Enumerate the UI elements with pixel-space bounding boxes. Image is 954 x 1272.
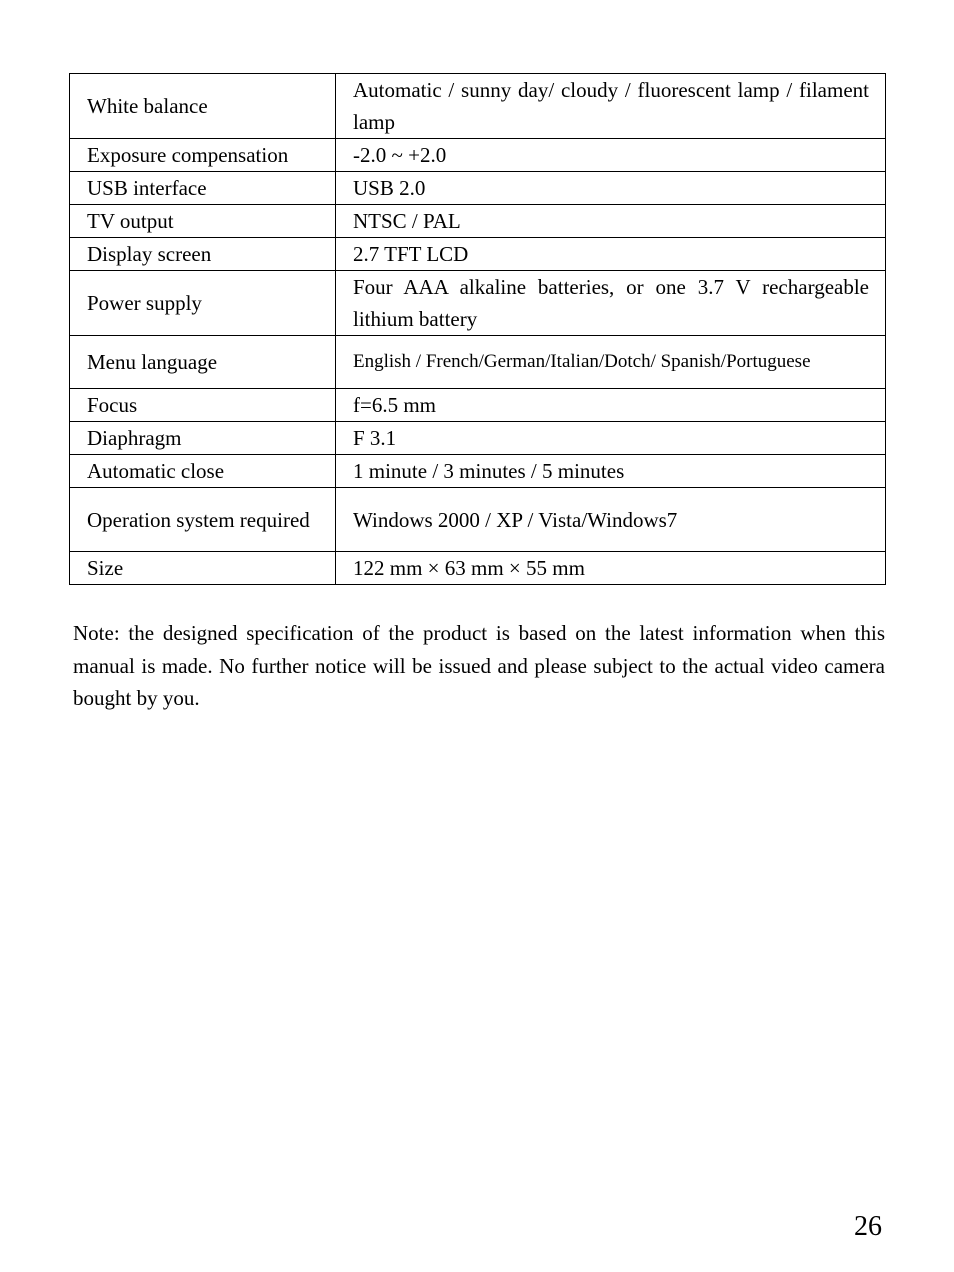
- table-row: [70, 336, 886, 389]
- spec-label: White balance: [70, 74, 336, 139]
- table-row: [70, 552, 886, 585]
- spec-label: Menu language: [70, 336, 336, 389]
- table-row: [70, 389, 886, 422]
- table-row: [70, 271, 886, 336]
- spec-label: TV output: [70, 205, 336, 238]
- table-row: [70, 238, 886, 271]
- spec-value: Automatic / sunny day/ cloudy / fluorescent lamp / filament lamp: [336, 74, 886, 139]
- table-row: [70, 172, 886, 205]
- spec-label: Size: [70, 552, 336, 585]
- table-row: [70, 139, 886, 172]
- spec-value: f=6.5 mm: [336, 389, 886, 422]
- spec-label: Focus: [70, 389, 336, 422]
- spec-label: Exposure compensation: [70, 139, 336, 172]
- specification-table: [69, 73, 886, 585]
- page-number: 26: [854, 1211, 882, 1242]
- table-row: [70, 488, 886, 552]
- table-row: [70, 422, 886, 455]
- spec-value: Windows 2000 / XP / Vista/Windows7: [336, 488, 886, 552]
- spec-value: F 3.1: [336, 422, 886, 455]
- spec-value: English / French/German/Italian/Dotch/ Spanish/Portuguese: [336, 336, 886, 389]
- spec-label: Operation system required: [70, 488, 336, 552]
- specification-note: Note: the designed specification of the product is based on the latest information when this manual is made. No further notice will be issued and please subject to the actual video camera bought by you.: [73, 621, 885, 710]
- spec-label: Power supply: [70, 271, 336, 336]
- spec-value: 122 mm × 63 mm × 55 mm: [336, 552, 886, 585]
- spec-value: Four AAA alkaline batteries, or one 3.7 V rechargeable lithium battery: [336, 271, 886, 336]
- spec-label: Diaphragm: [70, 422, 336, 455]
- spec-value: NTSC / PAL: [336, 205, 886, 238]
- table-row: [70, 455, 886, 488]
- spec-label: Display screen: [70, 238, 336, 271]
- spec-label: Automatic close: [70, 455, 336, 488]
- spec-value: -2.0 ~ +2.0: [336, 139, 886, 172]
- spec-value: USB 2.0: [336, 172, 886, 205]
- table-row: [70, 205, 886, 238]
- spec-label: USB interface: [70, 172, 336, 205]
- table-row: [70, 74, 886, 139]
- spec-value: 2.7 TFT LCD: [336, 238, 886, 271]
- spec-value: 1 minute / 3 minutes / 5 minutes: [336, 455, 886, 488]
